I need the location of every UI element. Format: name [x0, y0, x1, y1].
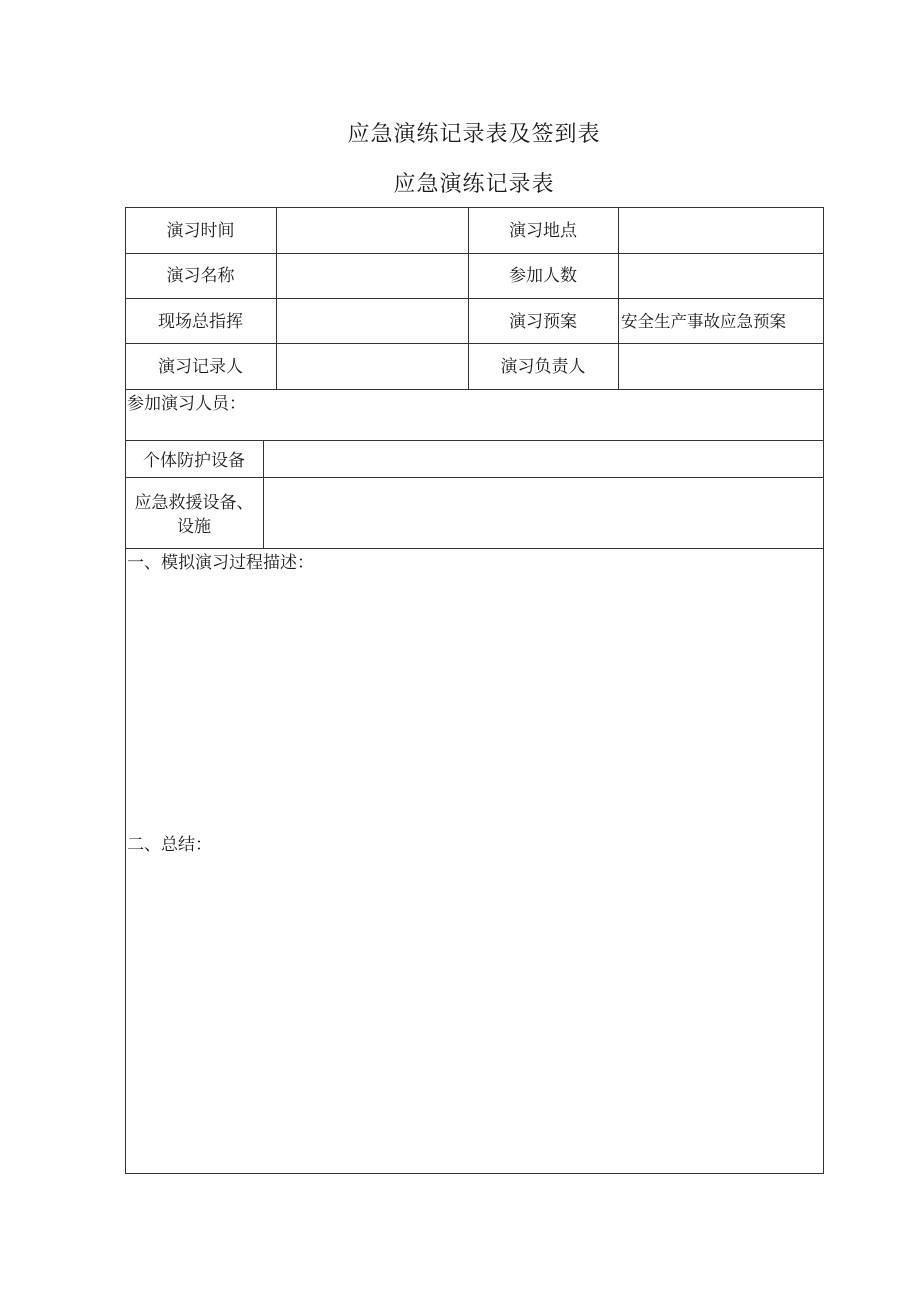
document-subtitle: 应急演练记录表 [393, 172, 555, 197]
drill-plan-field[interactable]: 安全生产事故应急预案 [621, 312, 786, 331]
col-divider-3 [618, 207, 619, 390]
label-drill-time: 演习时间 [166, 221, 235, 241]
label-rescue-line2: 设施 [177, 517, 211, 537]
label-drill-name: 演习名称 [166, 266, 235, 286]
col-divider-1 [276, 207, 277, 390]
label-drill-recorder: 演习记录人 [158, 357, 243, 377]
rescue-row [125, 477, 824, 549]
label-process-description: 一、模拟演习过程描述： [127, 553, 314, 573]
label-drill-plan: 演习预案 [509, 312, 577, 332]
label-participant-count: 参加人数 [509, 266, 577, 286]
label-rescue-line1: 应急救援设备、 [134, 493, 254, 513]
label-drill-location: 演习地点 [509, 221, 577, 241]
label-summary: 二、总结： [127, 835, 212, 855]
summary-area[interactable] [127, 858, 821, 1170]
label-drill-leader: 演习负责人 [500, 357, 586, 377]
label-site-commander: 现场总指挥 [158, 312, 243, 332]
label-participants: 参加演习人员： [127, 394, 246, 414]
process-description-area[interactable] [127, 576, 821, 826]
document-title: 应急演练记录表及签到表 [347, 122, 601, 147]
label-ppe: 个体防护设备 [143, 451, 245, 471]
